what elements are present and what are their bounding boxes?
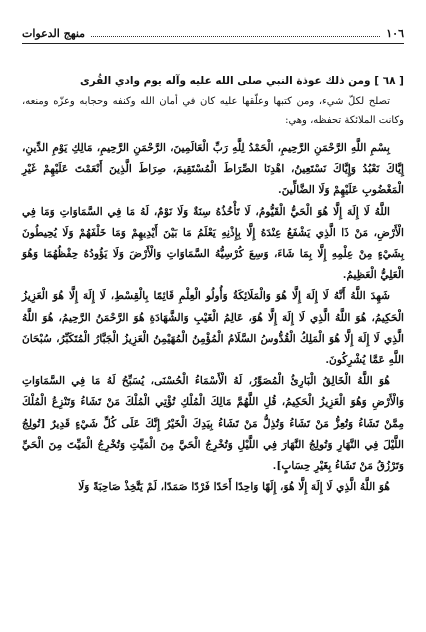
prayer-paragraph-1: بِسْمِ اللَّهِ الرَّحْمَنِ الرَّحِيمِ، الْحَمْدُ لِلَّهِ رَبِّ الْعَالَمِينَ، الرَّحْمَنِ الرَّحِيمِ، مَالِكِ يَوْمِ الدِّينِ، إِيَّاكَ نَعْبُدُ وَإِيَّاكَ نَسْتَعِينُ، اهْدِنَا الصِّرَاطَ الْمُسْتَقِيمَ، صِرَاطَ الَّذِينَ أَنْعَمْتَ عَلَيْهِمْ غَيْرِ الْمَغْضُوبِ عَلَيْهِمْ وَلَا الضَّالِّينَ. [22, 142, 404, 197]
prayer-paragraph-3: شَهِدَ اللَّهُ أَنَّهُ لَا إِلَهَ إِلَّا هُوَ وَالْمَلَائِكَةُ وَأُولُو الْعِلْمِ قَائِمًا بِالْقِسْطِ، لَا إِلَهَ إِلَّا هُوَ الْعَزِيزُ الْحَكِيمُ، هُوَ اللَّهُ الَّذِي لَا إِلَهَ إِلَّا هُوَ، عَالِمُ الْغَيْبِ وَالشَّهَادَةِ هُوَ الرَّحْمَنُ الرَّحِيمُ، هُوَ اللَّهُ الَّذِي لَا إِلَهَ إِلَّا هُوَ الْمَلِكُ الْقُدُّوسُ السَّلَامُ الْمُؤْمِنُ الْمُهَيْمِنُ الْعَزِيزُ الْجَبَّارُ الْمُتَكَبِّرُ، سُبْحَانَ اللَّهِ عَمَّا يُشْرِكُونَ. [22, 290, 404, 367]
section-intro: تصلح لكلّ شيء، ومن كتبها وعلّقها عليه كان في أمان الله وكنفه وحجابه وعزّه ومنعه، وكانت الملائكة تحفظه، وهي: [22, 96, 404, 126]
running-header [22, 24, 404, 40]
prayer-paragraph-2: اللَّهُ لَا إِلَهَ إِلَّا هُوَ الْحَيُّ الْقَيُّومُ، لَا تَأْخُذُهُ سِنَةٌ وَلَا نَوْمٌ، لَهُ مَا فِي السَّمَاوَاتِ وَمَا فِي الْأَرْضِ، مَنْ ذَا الَّذِي يَشْفَعُ عِنْدَهُ إِلَّا بِإِذْنِهِ يَعْلَمُ مَا بَيْنَ أَيْدِيهِمْ وَمَا خَلْفَهُمْ وَلَا يُحِيطُونَ بِشَيْءٍ مِنْ عِلْمِهِ إِلَّا بِمَا شَاءَ، وَسِعَ كُرْسِيُّهُ السَّمَاوَاتِ وَالْأَرْضَ وَلَا يَؤُودُهُ حِفْظُهُمَا وَهُوَ الْعَلِيُّ الْعَظِيمُ. [22, 205, 404, 282]
page-body [22, 72, 404, 498]
header-divider [22, 43, 404, 44]
book-title: منهج الدعوات [22, 27, 86, 40]
prayer-paragraph-4: هُوَ اللَّهُ الْخَالِقُ الْبَارِئُ الْمُصَوِّرُ، لَهُ الْأَسْمَاءُ الْحُسْنَى، يُسَبِّحُ لَهُ مَا فِي السَّمَاوَاتِ وَالْأَرْضِ وَهُوَ الْعَزِيزُ الْحَكِيمُ، قُلِ اللَّهُمَّ مَالِكَ الْمُلْكِ تُؤْتِي الْمُلْكَ مَنْ تَشَاءُ وَتَنْزِعُ الْمُلْكَ مِمَّنْ تَشَاءُ وَتُعِزُّ مَنْ تَشَاءُ وَتُذِلُّ مَنْ تَشَاءُ بِيَدِكَ الْخَيْرُ إِنَّكَ عَلَى كُلِّ شَيْءٍ قَدِيرٌ [تُولِجُ اللَّيْلَ فِي النَّهَارِ وَتُولِجُ النَّهَارَ فِي اللَّيْلِ وَتُخْرِجُ الْحَيَّ مِنَ الْمَيِّتِ وَتُخْرِجُ الْمَيِّتَ مِنَ الْحَيِّ وَتَرْزُقُ مَنْ تَشَاءُ بِغَيْرِ حِسَابٍ]. [22, 375, 404, 473]
spacer [22, 130, 404, 138]
prayer-paragraph-5: هُوَ اللَّهُ الَّذِي لَا إِلَهَ إِلَّا هُوَ، إِلَهًا وَاحِدًا أَحَدًا فَرْدًا صَمَدًا، لَمْ يَتَّخِذْ صَاحِبَةً وَلَا [78, 481, 390, 494]
page-number: ١٠٦ [386, 27, 404, 40]
header-dotted-rule [91, 36, 380, 37]
section-heading: [ ٦٨ ] ومن ذلك عوذة النبي صلى الله عليه وآله يوم وادي القُرى [79, 75, 404, 87]
